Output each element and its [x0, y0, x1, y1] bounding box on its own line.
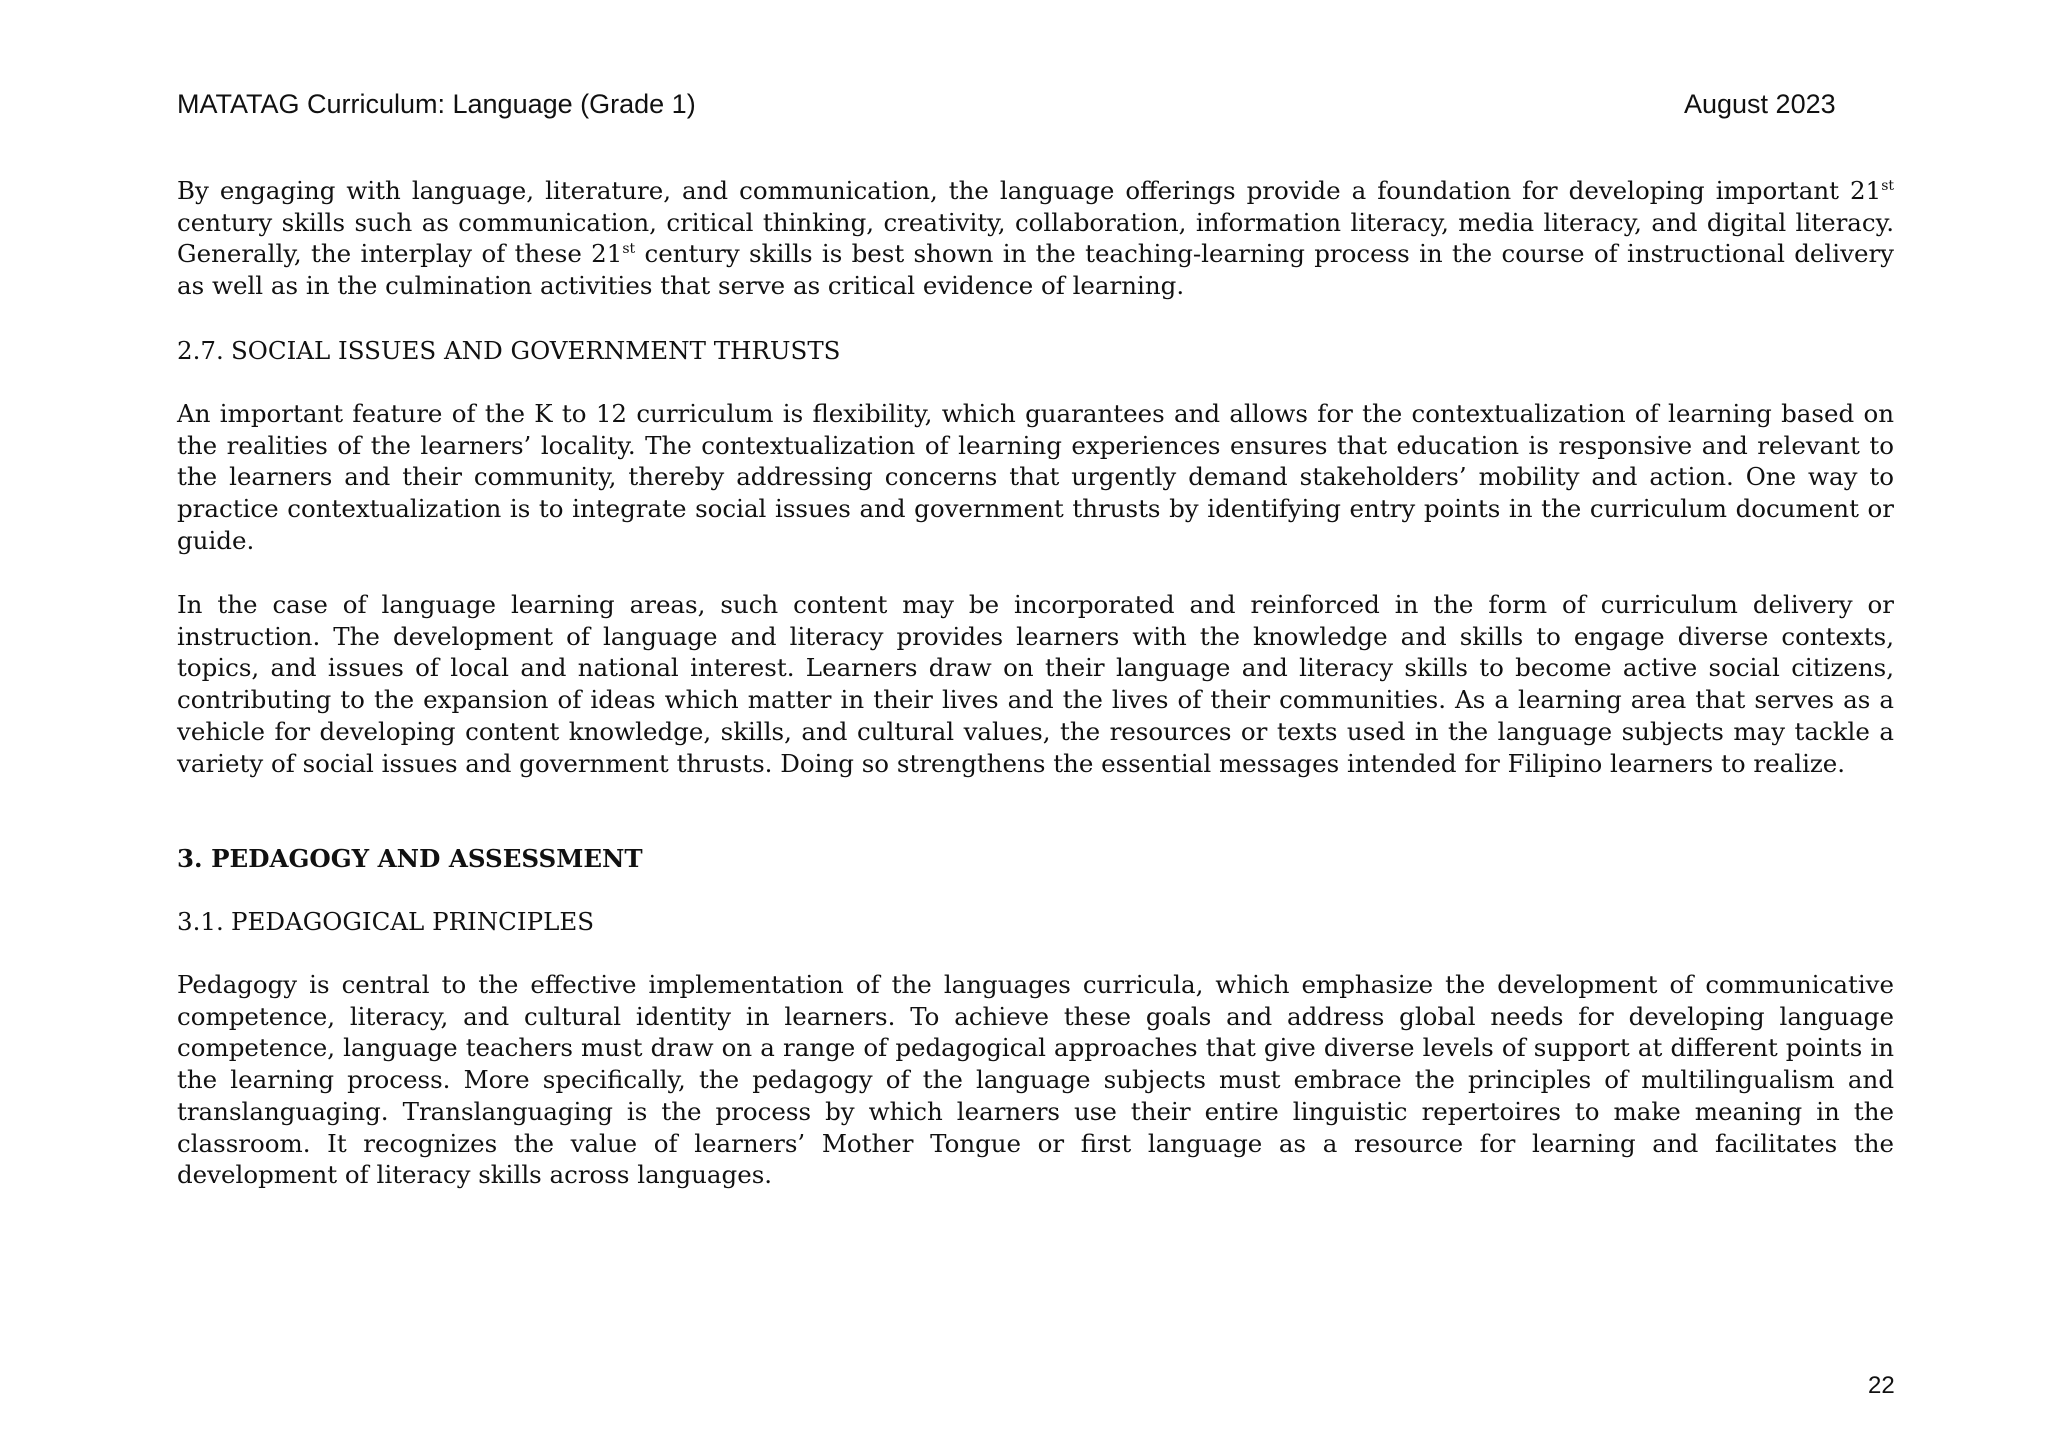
section-3-1-heading — [177, 906, 594, 938]
section-2-7-number: 2.7. — [177, 336, 224, 365]
intro-text-part2: century skills such as communication, critical thinking, creativity, collaboration, information literacy, media literacy, and digital literacy. Generally, the interplay of these 21 — [177, 207, 1894, 269]
page-number: 22 — [1868, 1372, 1895, 1399]
header-date: August 2023 — [1684, 89, 1836, 119]
ordinal-suffix-2: st — [622, 241, 636, 258]
section-2-7-title: SOCIAL ISSUES AND GOVERNMENT THRUSTS — [231, 336, 841, 365]
section-3-1-number: 3.1. — [177, 907, 224, 936]
ordinal-suffix-1: st — [1881, 178, 1894, 194]
section-3-1-title: PEDAGOGICAL PRINCIPLES — [231, 907, 595, 936]
header-title: MATATAG Curriculum: Language (Grade 1) — [177, 89, 696, 119]
intro-text-part3: century skills is best shown in the teaching-learning process in the course of instructional delivery as well as in the culmination activities that serve as critical evidence of learning. — [177, 239, 1894, 301]
intro-text-part1: By engaging with language, literature, and communication, the language offerings provide a foundation for developing important 21 — [177, 176, 1882, 205]
section-3-heading: 3. PEDAGOGY AND ASSESSMENT — [177, 844, 643, 873]
section-2-7-paragraph-2: In the case of language learning areas, such content may be incorporated and reinforced in the form of curriculum delivery or instruction. The development of language and literacy provides learners with the knowledge and skills to engage diverse contexts, topics, and issues of local and national interest. Learners draw on their language and literacy skills to become active social citizens, contributing to the expansion of ideas which matter in their lives and the lives of their communities. As a learning area that serves as a vehicle for developing content knowledge, skills, and cultural values, the resources or texts used in the language subjects may tackle a variety of social issues and government thrusts. Doing so strengthens the essential messages intended for Filipino learners to realize. — [177, 590, 1894, 778]
section-2-7-paragraph-1: An important feature of the K to 12 curriculum is flexibility, which guarantees and allows for the contextualization of learning based on the realities of the learners’ locality. The contextualization of learning experiences ensures that education is responsive and relevant to the learners and their community, thereby addressing concerns that urgently demand stakeholders’ mobility and action. One way to practice contextualization is to integrate social issues and government thrusts by identifying entry points in the curriculum document or guide. — [177, 399, 1894, 555]
intro-paragraph — [177, 175, 1894, 302]
section-2-7-heading — [177, 335, 840, 367]
section-3-1-paragraph: Pedagogy is central to the effective implementation of the languages curricula, which emphasize the development of communicative competence, literacy, and cultural identity in learners. To achieve these goals and address global needs for developing language competence, language teachers must draw on a range of pedagogical approaches that give diverse levels of support at different points in the learning process. More specifically, the pedagogy of the language subjects must embrace the principles of multilingualism and translanguaging. Translanguaging is the process by which learners use their entire linguistic repertoires to make meaning in the classroom. It recognizes the value of learners’ Mother Tongue or first language as a resource for learning and facilitates the development of literacy skills across languages. — [177, 970, 1894, 1190]
